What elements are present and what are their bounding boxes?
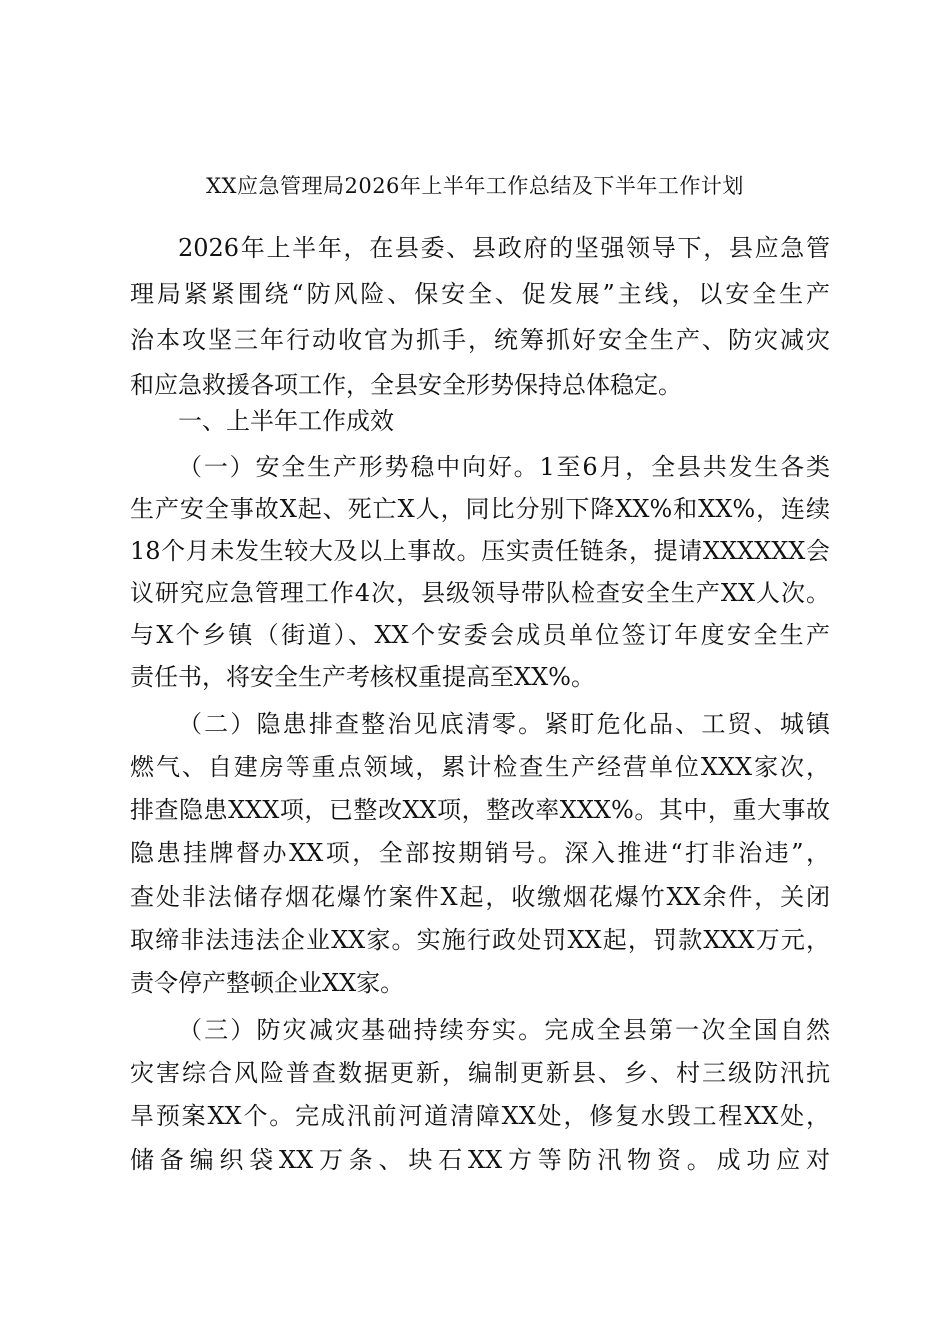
paragraph-line: 灾害综合风险普查数据更新，编制更新县、乡、村三级防汛抗 [130,1059,830,1087]
paragraph-line: （一）安全生产形势稳中向好。1至6月，全县共发生各类 [178,453,830,481]
paragraph-line: 责任书，将安全生产考核权重提高至XX%。 [130,663,595,691]
paragraph-line: 隐患挂牌督办XX项，全部按期销号。深入推进“打非治违”， [130,839,830,867]
paragraph-line: （三）防灾减灾基础持续夯实。完成全县第一次全国自然 [178,1016,830,1044]
paragraph-line: 18个月未发生较大及以上事故。压实责任链条，提请XXXXXX会 [130,537,830,565]
paragraph-line: 查处非法储存烟花爆竹案件X起，收缴烟花爆竹XX余件，关闭 [130,883,830,911]
paragraph-line: 责令停产整顿企业XX家。 [130,969,405,997]
paragraph-line: 储备编织袋XX万条、块石XX方等防汛物资。成功应对 [130,1146,830,1174]
paragraph-line: 排查隐患XXX项，已整改XX项，整改率XXX%。其中，重大事故 [130,796,830,824]
paragraph-line: 旱预案XX个。完成汛前河道清障XX处，修复水毁工程XX处， [130,1102,830,1130]
paragraph-line: （二）隐患排查整治见底清零。紧盯危化品、工贸、城镇 [178,710,830,738]
paragraph-line: 议研究应急管理工作4次，县级领导带队检查安全生产XX人次。 [130,579,830,607]
paragraph-line: 和应急救援各项工作，全县安全形势保持总体稳定。 [130,371,682,399]
paragraph-line: 生产安全事故X起、死亡X人，同比分别下降XX%和XX%，连续 [130,495,830,523]
paragraph-line: 2026年上半年，在县委、县政府的坚强领导下，县应急管 [178,234,830,262]
document-title: XX应急管理局2026年上半年工作总结及下半年工作计划 [206,174,744,198]
paragraph-line: 燃气、自建房等重点领域，累计检查生产经营单位XXX家次， [130,753,830,781]
paragraph-line: 理局紧紧围绕“防风险、保安全、促发展”主线，以安全生产 [130,280,830,308]
paragraph-line: 取缔非法违法企业XX家。实施行政处罚XX起，罚款XXX万元， [130,926,830,954]
paragraph-line: 与X个乡镇（街道）、XX个安委会成员单位签订年度安全生产 [130,621,830,649]
paragraph-line: 治本攻坚三年行动收官为抓手，统筹抓好安全生产、防灾减灾 [130,326,830,354]
section-heading: 一、上半年工作成效 [178,407,394,435]
